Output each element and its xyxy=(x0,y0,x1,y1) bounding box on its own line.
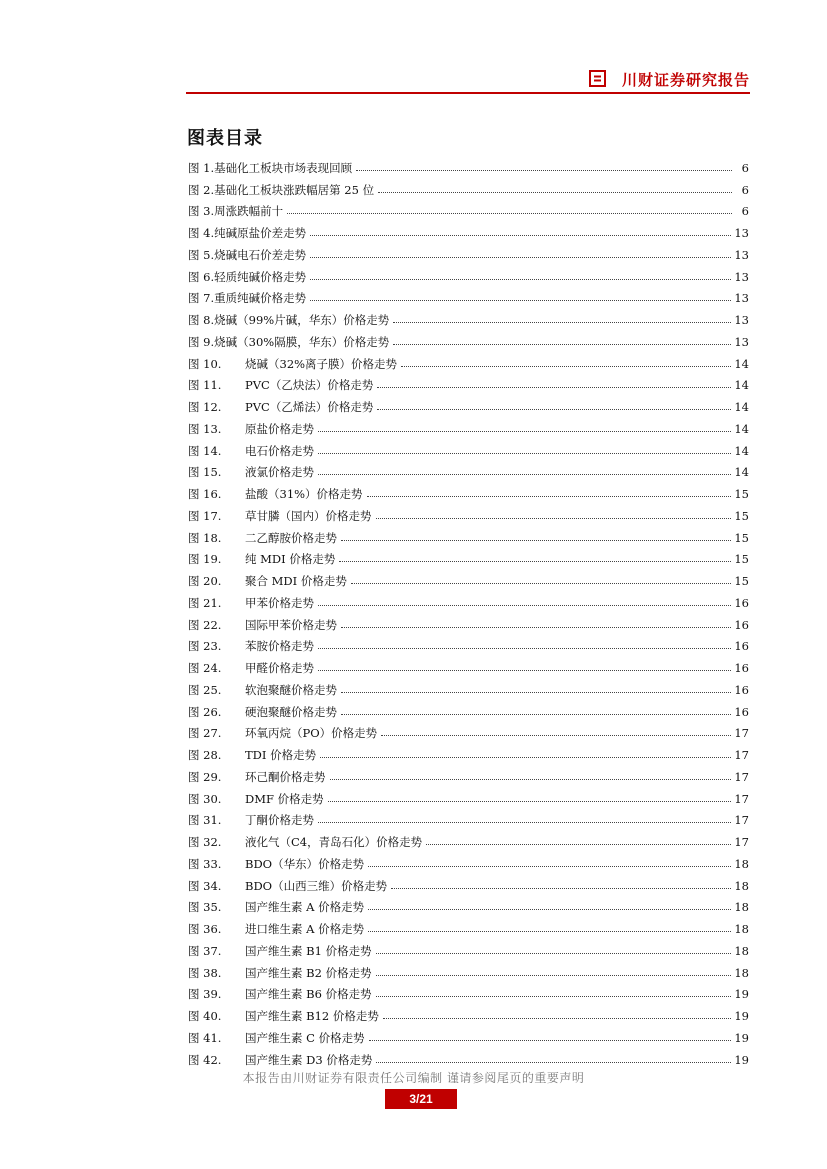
toc-entry[interactable] xyxy=(188,636,749,658)
toc-entry-title: 硬泡聚醚价格走势 xyxy=(245,704,337,719)
toc-entry-page: 15 xyxy=(734,487,749,502)
toc-entry[interactable] xyxy=(188,1027,749,1049)
toc-leader-dots xyxy=(368,931,731,932)
toc-entry-title: 原盐价格走势 xyxy=(245,421,314,436)
toc-entry-label: 图 10. xyxy=(188,356,222,371)
toc-entry-page: 16 xyxy=(734,617,749,632)
toc-leader-dots xyxy=(356,170,732,171)
toc-leader-dots xyxy=(287,213,732,214)
toc-entry-title: 进口维生素 A 价格走势 xyxy=(245,922,365,937)
page-header xyxy=(186,66,750,94)
toc-entry-label: 图 38. xyxy=(188,965,222,980)
toc-entry-label: 图 29. xyxy=(188,769,222,784)
footer-disclaimer: 本报告由川财证券有限责任公司编制 谨请参阅尾页的重要声明 xyxy=(242,1071,585,1085)
toc-leader-dots xyxy=(369,1040,732,1041)
toc-entry-title: 液化气（C4，青岛石化）价格走势 xyxy=(245,835,423,850)
toc-leader-dots xyxy=(341,714,731,715)
toc-leader-dots xyxy=(310,257,731,258)
toc-entry[interactable] xyxy=(188,375,749,397)
toc-entry-title: 国产维生素 B2 价格走势 xyxy=(245,965,372,980)
toc-entry-page: 18 xyxy=(734,856,749,871)
toc-entry-title: 重质纯碱价格走势 xyxy=(214,291,307,306)
toc-entry-label: 图 35. xyxy=(188,900,222,915)
toc-entry-title: 甲醛价格走势 xyxy=(245,661,314,676)
toc-entry-title: 盐酸（31%）价格走势 xyxy=(245,487,363,502)
toc-list xyxy=(188,157,749,1071)
page-number-badge: 3/21 xyxy=(385,1089,457,1109)
toc-leader-dots xyxy=(393,344,731,345)
toc-entry-label: 图 17. xyxy=(188,508,222,523)
toc-leader-dots xyxy=(318,822,731,823)
toc-entry-label: 图 33. xyxy=(188,856,222,871)
toc-entry-label: 图 19. xyxy=(188,552,222,567)
toc-entry-label: 图 26. xyxy=(188,704,222,719)
toc-entry[interactable] xyxy=(188,1049,749,1071)
toc-entry-label: 图 12. xyxy=(188,400,222,415)
toc-entry[interactable] xyxy=(188,483,749,505)
toc-entry-label: 图 2. xyxy=(188,182,215,197)
toc-leader-dots xyxy=(351,583,732,584)
toc-leader-dots xyxy=(376,996,732,997)
toc-entry-page: 6 xyxy=(741,160,749,175)
toc-entry[interactable] xyxy=(188,962,749,984)
toc-entry-title: 国产维生素 B1 价格走势 xyxy=(245,943,372,958)
toc-entry[interactable] xyxy=(188,875,749,897)
toc-entry[interactable] xyxy=(188,309,749,331)
toc-entry-page: 13 xyxy=(734,313,749,328)
toc-entry[interactable] xyxy=(188,853,749,875)
toc-leader-dots xyxy=(341,627,731,628)
header-rule xyxy=(186,92,750,94)
toc-entry-title: 周涨跌幅前十 xyxy=(214,204,284,219)
toc-entry-label: 图 21. xyxy=(188,595,222,610)
toc-leader-dots xyxy=(318,670,731,671)
toc-entry-label: 图 40. xyxy=(188,1009,222,1024)
toc-entry-label: 图 16. xyxy=(188,487,222,502)
toc-entry-title: 二乙醇胺价格走势 xyxy=(245,530,337,545)
toc-entry-title: 基础化工板块涨跌幅居第 25 位 xyxy=(214,182,375,197)
toc-entry-page: 17 xyxy=(734,813,749,828)
toc-entry[interactable] xyxy=(188,657,749,679)
toc-entry-label: 图 39. xyxy=(188,987,222,1002)
toc-leader-dots xyxy=(368,866,731,867)
toc-leader-dots xyxy=(341,692,731,693)
toc-leader-dots xyxy=(310,300,731,301)
toc-entry-label: 图 42. xyxy=(188,1052,222,1067)
toc-entry[interactable] xyxy=(188,679,749,701)
toc-entry[interactable] xyxy=(188,614,749,636)
toc-entry-title: 烧碱（32%离子膜）价格走势 xyxy=(245,356,398,371)
toc-entry-label: 图 13. xyxy=(188,421,222,436)
toc-entry[interactable] xyxy=(188,897,749,919)
toc-entry-page: 14 xyxy=(734,356,749,371)
toc-entry-page: 19 xyxy=(734,987,749,1002)
toc-entry-label: 图 4. xyxy=(188,226,215,241)
toc-leader-dots xyxy=(378,192,732,193)
toc-entry-label: 图 20. xyxy=(188,574,222,589)
toc-entry[interactable] xyxy=(188,766,749,788)
toc-entry-title: 烧碱电石价差走势 xyxy=(214,247,307,262)
toc-entry-label: 图 22. xyxy=(188,617,222,632)
toc-entry-page: 14 xyxy=(734,421,749,436)
toc-entry-label: 图 6. xyxy=(188,269,215,284)
toc-entry-page: 14 xyxy=(734,378,749,393)
toc-entry-title: PVC（乙烯法）价格走势 xyxy=(245,400,374,415)
toc-entry-page: 17 xyxy=(734,748,749,763)
toc-entry-page: 17 xyxy=(734,791,749,806)
toc-entry[interactable] xyxy=(188,788,749,810)
toc-entry-title: 聚合 MDI 价格走势 xyxy=(245,574,347,589)
toc-leader-dots xyxy=(310,279,731,280)
toc-entry-page: 6 xyxy=(741,204,749,219)
toc-entry-title: BDO（山西三维）价格走势 xyxy=(245,878,388,893)
toc-entry[interactable] xyxy=(188,505,749,527)
toc-entry[interactable] xyxy=(188,288,749,310)
toc-entry-page: 16 xyxy=(734,639,749,654)
toc-entry-page: 15 xyxy=(734,508,749,523)
toc-entry[interactable] xyxy=(188,723,749,745)
toc-entry-title: DMF 价格走势 xyxy=(245,791,324,806)
toc-leader-dots xyxy=(341,540,731,541)
toc-entry-page: 13 xyxy=(734,226,749,241)
toc-entry-title: 国产维生素 B12 价格走势 xyxy=(245,1009,379,1024)
toc-entry-page: 16 xyxy=(734,682,749,697)
toc-entry-title: BDO（华东）价格走势 xyxy=(245,856,365,871)
toc-entry-title: TDI 价格走势 xyxy=(245,748,317,763)
toc-entry-label: 图 37. xyxy=(188,943,222,958)
toc-leader-dots xyxy=(426,844,731,845)
toc-entry[interactable] xyxy=(188,1005,749,1027)
toc-entry-page: 18 xyxy=(734,922,749,937)
toc-entry-title: 国际甲苯价格走势 xyxy=(245,617,337,632)
toc-entry[interactable] xyxy=(188,331,749,353)
toc-entry-title: 草甘膦（国内）价格走势 xyxy=(245,508,372,523)
toc-entry-page: 13 xyxy=(734,334,749,349)
toc-entry-page: 18 xyxy=(734,878,749,893)
toc-entry-label: 图 41. xyxy=(188,1030,222,1045)
toc-entry[interactable] xyxy=(188,418,749,440)
toc-entry-label: 图 30. xyxy=(188,791,222,806)
toc-entry[interactable] xyxy=(188,396,749,418)
toc-entry-label: 图 27. xyxy=(188,726,222,741)
toc-entry-page: 18 xyxy=(734,900,749,915)
toc-entry-page: 14 xyxy=(734,443,749,458)
toc-entry-label: 图 5. xyxy=(188,247,215,262)
toc-leader-dots xyxy=(376,975,732,976)
toc-entry[interactable] xyxy=(188,353,749,375)
toc-entry-title: 轻质纯碱价格走势 xyxy=(214,269,307,284)
toc-leader-dots xyxy=(377,387,731,388)
toc-entry[interactable] xyxy=(188,179,749,201)
toc-leader-dots xyxy=(376,1062,731,1063)
toc-entry[interactable] xyxy=(188,266,749,288)
toc-entry-page: 13 xyxy=(734,247,749,262)
toc-leader-dots xyxy=(381,735,731,736)
toc-entry-title: 软泡聚醚价格走势 xyxy=(245,682,337,697)
toc-entry-page: 17 xyxy=(734,835,749,850)
toc-entry-title: 纯碱原盐价差走势 xyxy=(214,226,307,241)
toc-entry-label: 图 8. xyxy=(188,313,215,328)
toc-entry-page: 19 xyxy=(734,1030,749,1045)
toc-leader-dots xyxy=(376,953,732,954)
toc-entry[interactable] xyxy=(188,222,749,244)
toc-entry-label: 图 28. xyxy=(188,748,222,763)
toc-leader-dots xyxy=(391,888,731,889)
toc-entry[interactable] xyxy=(188,440,749,462)
toc-entry-title: 丁酮价格走势 xyxy=(245,813,314,828)
toc-entry-title: 国产维生素 A 价格走势 xyxy=(245,900,365,915)
toc-entry-page: 14 xyxy=(734,465,749,480)
toc-entry-page: 13 xyxy=(734,269,749,284)
toc-entry-label: 图 25. xyxy=(188,682,222,697)
toc-entry-title: 环氧丙烷（PO）价格走势 xyxy=(245,726,378,741)
toc-entry[interactable] xyxy=(188,744,749,766)
toc-entry[interactable] xyxy=(188,810,749,832)
toc-leader-dots xyxy=(318,431,731,432)
toc-entry-title: 基础化工板块市场表现回顾 xyxy=(214,160,353,175)
toc-entry-label: 图 7. xyxy=(188,291,215,306)
toc-entry-page: 13 xyxy=(734,291,749,306)
toc-entry-title: 国产维生素 C 价格走势 xyxy=(245,1030,365,1045)
chuancai-logo-icon xyxy=(589,70,606,87)
toc-entry-page: 16 xyxy=(734,704,749,719)
toc-entry[interactable] xyxy=(188,527,749,549)
toc-entry-title: 纯 MDI 价格走势 xyxy=(245,552,336,567)
toc-entry[interactable] xyxy=(188,592,749,614)
toc-leader-dots xyxy=(401,366,731,367)
toc-entry-label: 图 15. xyxy=(188,465,222,480)
toc-entry-label: 图 31. xyxy=(188,813,222,828)
toc-leader-dots xyxy=(330,779,732,780)
toc-entry-title: 苯胺价格走势 xyxy=(245,639,314,654)
toc-entry[interactable] xyxy=(188,940,749,962)
toc-leader-dots xyxy=(318,648,731,649)
toc-leader-dots xyxy=(318,474,731,475)
toc-entry[interactable] xyxy=(188,918,749,940)
toc-leader-dots xyxy=(393,322,731,323)
toc-entry-label: 图 36. xyxy=(188,922,222,937)
toc-entry-label: 图 14. xyxy=(188,443,222,458)
toc-entry-title: PVC（乙炔法）价格走势 xyxy=(245,378,374,393)
toc-leader-dots xyxy=(383,1018,731,1019)
toc-entry-page: 15 xyxy=(734,574,749,589)
toc-entry-label: 图 3. xyxy=(188,204,215,219)
toc-entry[interactable] xyxy=(188,157,749,179)
toc-entry[interactable] xyxy=(188,701,749,723)
toc-entry-page: 6 xyxy=(741,182,749,197)
toc-entry[interactable] xyxy=(188,570,749,592)
toc-entry[interactable] xyxy=(188,462,749,484)
toc-entry-title: 烧碱（30%隔膜，华东）价格走势 xyxy=(214,334,390,349)
toc-leader-dots xyxy=(320,757,731,758)
toc-title: 图表目录 xyxy=(187,128,263,149)
toc-entry-title: 国产维生素 B6 价格走势 xyxy=(245,987,372,1002)
toc-entry-title: 环己酮价格走势 xyxy=(245,769,326,784)
toc-entry-page: 17 xyxy=(734,769,749,784)
toc-entry-label: 图 32. xyxy=(188,835,222,850)
toc-entry[interactable] xyxy=(188,244,749,266)
toc-leader-dots xyxy=(368,909,731,910)
toc-entry-label: 图 9. xyxy=(188,334,215,349)
toc-entry-page: 19 xyxy=(734,1052,749,1067)
toc-entry-page: 14 xyxy=(734,400,749,415)
toc-entry[interactable] xyxy=(188,549,749,571)
toc-entry-page: 16 xyxy=(734,595,749,610)
toc-entry-title: 烧碱（99%片碱，华东）价格走势 xyxy=(214,313,390,328)
toc-leader-dots xyxy=(328,801,732,802)
toc-entry-page: 15 xyxy=(734,552,749,567)
toc-entry-title: 甲苯价格走势 xyxy=(245,595,314,610)
toc-entry[interactable] xyxy=(188,831,749,853)
toc-entry-title: 电石价格走势 xyxy=(245,443,314,458)
toc-entry-label: 图 1. xyxy=(188,160,215,175)
toc-entry-page: 18 xyxy=(734,965,749,980)
toc-entry-label: 图 23. xyxy=(188,639,222,654)
brand-title: 川财证券研究报告 xyxy=(621,71,750,89)
toc-entry-page: 16 xyxy=(734,661,749,676)
toc-entry-page: 18 xyxy=(734,943,749,958)
toc-leader-dots xyxy=(367,496,732,497)
toc-entry-page: 17 xyxy=(734,726,749,741)
toc-entry-label: 图 34. xyxy=(188,878,222,893)
toc-leader-dots xyxy=(318,453,731,454)
toc-leader-dots xyxy=(339,561,731,562)
toc-leader-dots xyxy=(310,235,731,236)
toc-leader-dots xyxy=(377,409,731,410)
toc-entry-page: 19 xyxy=(734,1009,749,1024)
toc-entry-title: 液氯价格走势 xyxy=(245,465,314,480)
toc-leader-dots xyxy=(318,605,731,606)
toc-entry-label: 图 18. xyxy=(188,530,222,545)
toc-entry-title: 国产维生素 D3 价格走势 xyxy=(245,1052,373,1067)
toc-entry[interactable] xyxy=(188,201,749,223)
toc-entry-label: 图 11. xyxy=(188,378,222,393)
toc-entry-page: 15 xyxy=(734,530,749,545)
toc-entry-label: 图 24. xyxy=(188,661,222,676)
toc-entry[interactable] xyxy=(188,984,749,1006)
toc-leader-dots xyxy=(376,518,732,519)
